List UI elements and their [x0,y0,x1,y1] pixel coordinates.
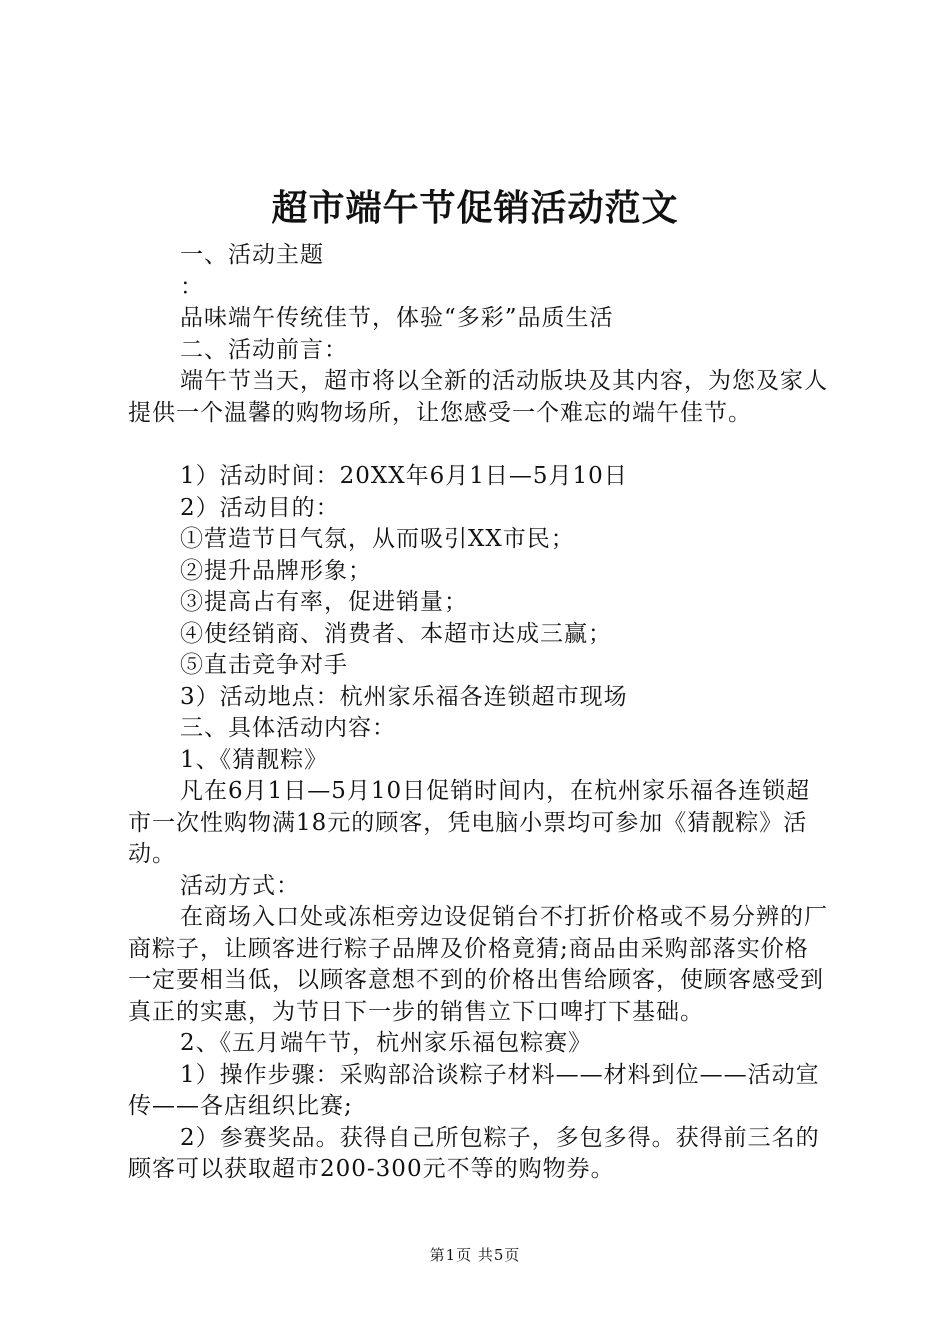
activity-1-heading: 1、《猜靓粽》 [180,746,329,773]
purpose-item-5: ⑤直击竞争对手 [180,652,348,678]
purpose-item-1: ①营造节日气氛，从而吸引XX市民； [180,526,575,552]
section-heading-content: 三、具体活动内容： [180,715,396,741]
paragraph-gap [128,429,830,461]
activity-method-paragraph: 在商场入口处或冻柜旁边设促销台不打折价格或不易分辨的厂商粽子，让顾客进行粽子品牌及价格竟猜;商品由采购部落实价格一定要相当低，以顾客意想不到的价格出售给顾客，使顾客感受到真正的实惠，为节日下一步的销售立下口啤打下基础。 [128,904,828,1025]
purpose-item-4: ④使经销商、消费者、本超市达成三赢； [180,620,612,647]
purpose-item-2: ②提升品牌形象； [180,557,372,584]
section-heading-preface: 二、活动前言： [180,336,348,363]
activity-purpose-heading: 2）活动目的： [180,494,340,521]
activity-2-steps: 1）操作步骤：采购部洽谈粽子材料——材料到位——活动宣传——各店组织比赛; [128,1061,820,1119]
document-body [128,240,830,1186]
activity-time: 1）活动时间：20XX年6月1日—5月10日 [180,463,628,489]
theme-colon: ： [180,273,204,300]
activity-1-paragraph: 凡在6月1日—5月10日促销时间内，在杭州家乐福各连锁超市一次性购物满18元的顾客，凭电脑小票均可参加《猜靓粽》活动。 [128,778,811,867]
section-heading-theme: 一、活动主题 [180,242,324,268]
page-footer: 第1页 共5页 [429,1246,521,1264]
activity-2-prizes: 2）参赛奖品。获得自己所包粽子，多包多得。获得前三名的顾客可以获取超市200-300元不等的购物券。 [128,1124,820,1182]
activity-location: 3）活动地点：杭州家乐福各连锁超市现场 [180,683,628,710]
activity-method-heading: 活动方式： [180,872,300,899]
activity-2-heading: 2、《五月端午节，杭州家乐福包粽赛》 [180,1030,593,1056]
purpose-item-3: ③提高占有率，促进销量； [180,589,468,615]
document-title: 超市端午节促销活动范文 [271,187,679,229]
theme-text: 品味端午传统佳节，体验“多彩”品质生活 [180,305,614,331]
preface-paragraph: 端午节当天，超市将以全新的活动版块及其内容，为您及家人提供一个温馨的购物场所，让您感受一个难忘的端午佳节。 [128,368,828,426]
